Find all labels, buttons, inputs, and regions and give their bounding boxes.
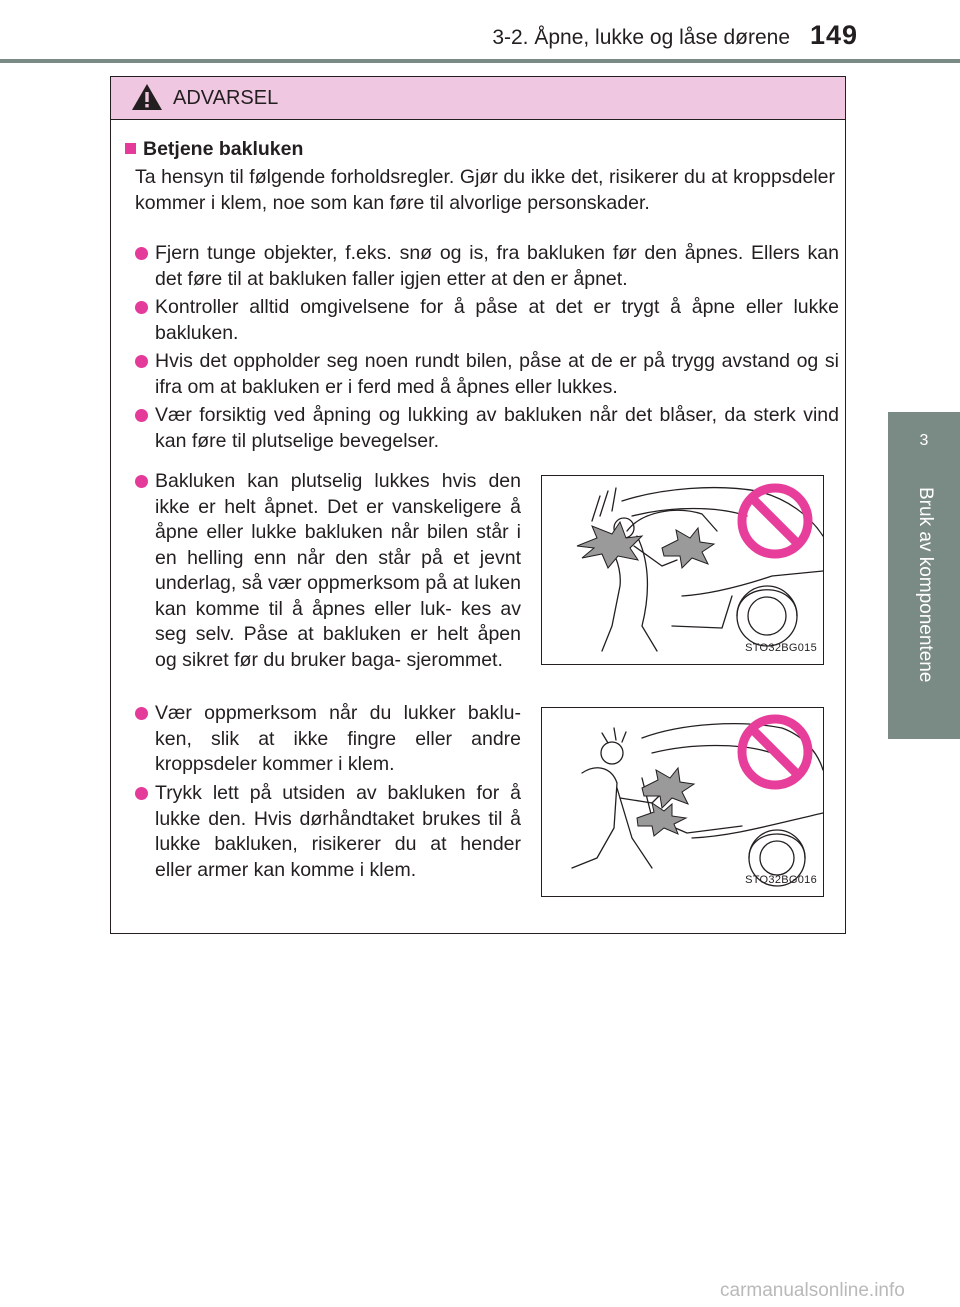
warning-triangle-icon [131, 83, 163, 111]
list-item-text: Hvis det oppholder seg noen rundt bilen, påse at de er på trygg avstand og si ifra om at bakluken er i ferd med å åpnes eller lukkes. [155, 350, 839, 398]
list-item-text: Bakluken kan plutselig lukkes hvis den ikke er helt åpnet. Det er vanskeligere å åpne eller lukke bakluken når bilen står i en helling enn når den står på et jevnt underlag, så vær oppmerksom på at luken kan komme til å åpnes eller luk- kes av seg selv. Påse at bakluken er helt åpen og sikret før du bruker baga- sjerommet. [155, 470, 521, 671]
list-item [135, 403, 839, 454]
list-item-text: Fjern tunge objekter, f.eks. snø og is, fra bakluken før den åpnes. Ellers kan det føre til at bakluken faller igjen etter at den er åpnet. [155, 242, 839, 290]
warning-header [111, 77, 845, 120]
prohibition-sign-icon [742, 488, 808, 554]
figure-caption: STO32BG016 [745, 873, 817, 886]
square-bullet-icon [125, 143, 136, 154]
chapter-number: 3 [919, 432, 929, 449]
list-item [135, 241, 839, 292]
list-item [135, 701, 521, 778]
bullet-dot-icon [135, 707, 148, 720]
list-item [135, 349, 839, 400]
figure-tailgate-closing [541, 475, 824, 665]
bullet-dot-icon [135, 409, 148, 422]
list-item [135, 295, 839, 346]
prohibition-sign-icon [742, 719, 808, 785]
figure-finger-pinch [541, 707, 824, 897]
list-item [135, 469, 521, 673]
list-item-text: Kontroller alltid omgivelsene for å påse at det er trygt å åpne eller lukke bakluken. [155, 296, 839, 344]
warning-label: ADVARSEL [173, 87, 279, 109]
intro-paragraph: Ta hensyn til følgende forholdsregler. Gjør du ikke det, risikerer du at kroppsdeler kommer i klem, noe som kan føre til alvorlige personskader. [135, 166, 835, 214]
list-item [135, 781, 521, 883]
bullet-dot-icon [135, 355, 148, 368]
list-item-text: Vær oppmerksom når du lukker baklu- ken, slik at ikke fingre eller andre kroppsdeler kommer i klem. [155, 702, 521, 775]
bullet-dot-icon [135, 247, 148, 260]
header-rule [0, 59, 960, 63]
bullet-dot-icon [135, 787, 148, 800]
page-number: 149 [810, 20, 859, 50]
section-heading [125, 137, 825, 163]
list-item-text: Trykk lett på utsiden av bakluken for å lukke den. Hvis dørhåndtaket brukes til å lukke bakluken, risikerer du at hender eller armer kan komme i klem. [155, 782, 521, 881]
bullet-dot-icon [135, 475, 148, 488]
watermark: carmanualsonline.info [720, 1280, 905, 1301]
bullet-dot-icon [135, 301, 148, 314]
page-header-section-title: 3-2. Åpne, lukke og låse dørene [492, 26, 790, 49]
chapter-label: Bruk av komponentene [915, 487, 936, 683]
chapter-side-tab [888, 412, 960, 739]
warning-box [110, 76, 846, 934]
list-item-text: Vær forsiktig ved åpning og lukking av bakluken når det blåser, da sterk vind kan føre til plutselige bevegelser. [155, 404, 839, 452]
section-heading-text: Betjene bakluken [143, 138, 304, 160]
figure-caption: STO32BG015 [745, 641, 817, 654]
